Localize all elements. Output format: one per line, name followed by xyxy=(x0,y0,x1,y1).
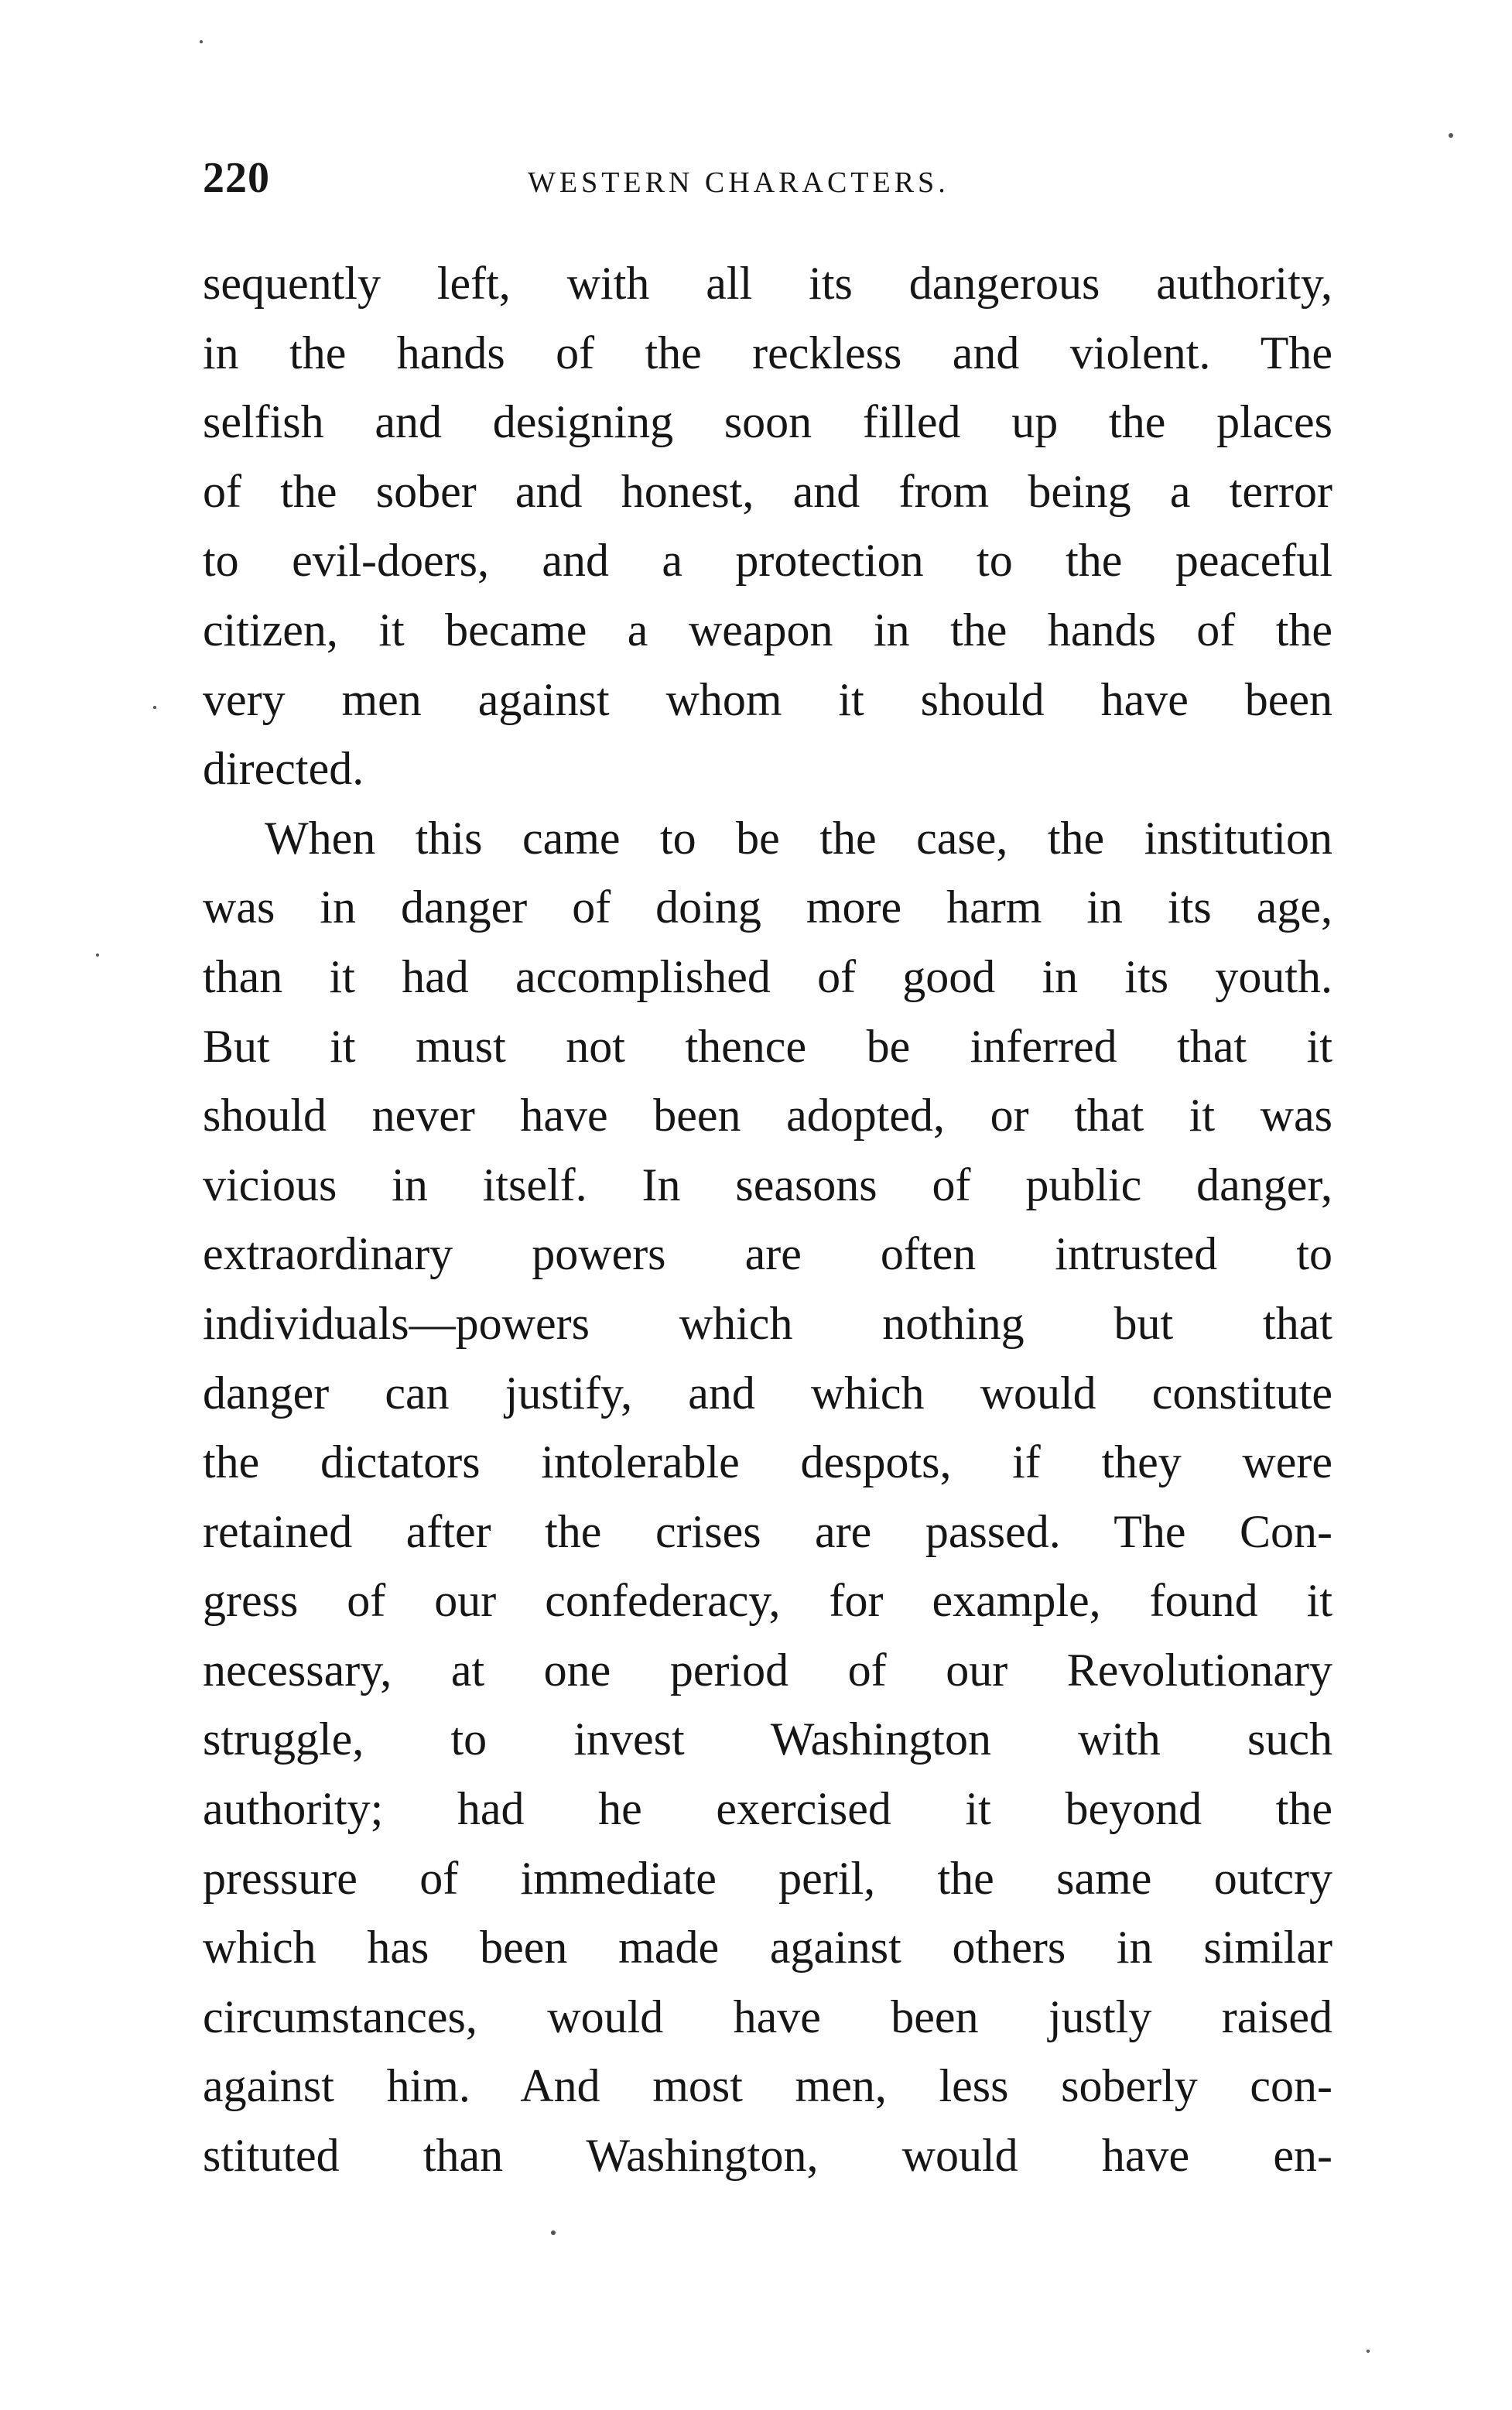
running-head: WESTERN CHARACTERS. xyxy=(528,166,949,199)
page-number: 220 xyxy=(203,154,270,202)
body-text xyxy=(203,249,1332,2191)
text-line: individuals—powers which nothing but that xyxy=(203,1297,1332,1349)
text-line: than it had accomplished of good in its youth. xyxy=(203,950,1332,1002)
paper-speck xyxy=(1449,133,1453,138)
paper-speck xyxy=(153,706,156,709)
text-line: circumstances, would have been justly raised xyxy=(203,1991,1332,2042)
text-line: But it must not thence be inferred that it xyxy=(203,1020,1332,1072)
text-line: should never have been adopted, or that it was xyxy=(203,1090,1332,1142)
text-line: extraordinary powers are often intrusted to xyxy=(203,1228,1332,1280)
text-line: necessary, at one period of our Revolutionary xyxy=(203,1644,1332,1696)
text-line: vicious in itself. In seasons of public danger, xyxy=(203,1159,1332,1210)
text-line: which has been made against others in similar xyxy=(203,1922,1332,1974)
text-line: of the sober and honest, and from being a terror xyxy=(203,465,1332,517)
paper-speck xyxy=(551,2230,556,2235)
text-line: stituted than Washington, would have en- xyxy=(203,2130,1332,2182)
text-line: danger can justify, and which would constitute xyxy=(203,1367,1332,1419)
text-line: selfish and designing soon filled up the places xyxy=(203,396,1332,448)
text-line: When this came to be the case, the institution xyxy=(265,812,1332,864)
text-line: retained after the crises are passed. The Con- xyxy=(203,1505,1332,1557)
text-line: citizen, it became a weapon in the hands of the xyxy=(203,604,1332,656)
paper-speck xyxy=(200,40,203,43)
text-line: the dictators intolerable despots, if they were xyxy=(203,1436,1332,1488)
paper-speck xyxy=(1367,2350,1370,2353)
page-header xyxy=(203,147,1332,209)
text-line: very men against whom it should have been xyxy=(203,673,1332,725)
text-line: gress of our confederacy, for example, found it xyxy=(203,1575,1332,1627)
text-line: pressure of immediate peril, the same outcry xyxy=(203,1852,1332,1904)
text-line: against him. And most men, less soberly con- xyxy=(203,2060,1332,2112)
text-line: struggle, to invest Washington with such xyxy=(203,1713,1332,1765)
text-line: sequently left, with all its dangerous authority, xyxy=(203,258,1332,309)
paper-speck xyxy=(96,953,99,957)
text-line: authority; had he exercised it beyond the xyxy=(203,1783,1332,1835)
text-line: was in danger of doing more harm in its age, xyxy=(203,881,1332,933)
text-line: to evil-doers, and a protection to the peaceful xyxy=(203,535,1332,587)
text-line: directed. xyxy=(203,743,364,795)
text-line: in the hands of the reckless and violent. The xyxy=(203,327,1332,378)
